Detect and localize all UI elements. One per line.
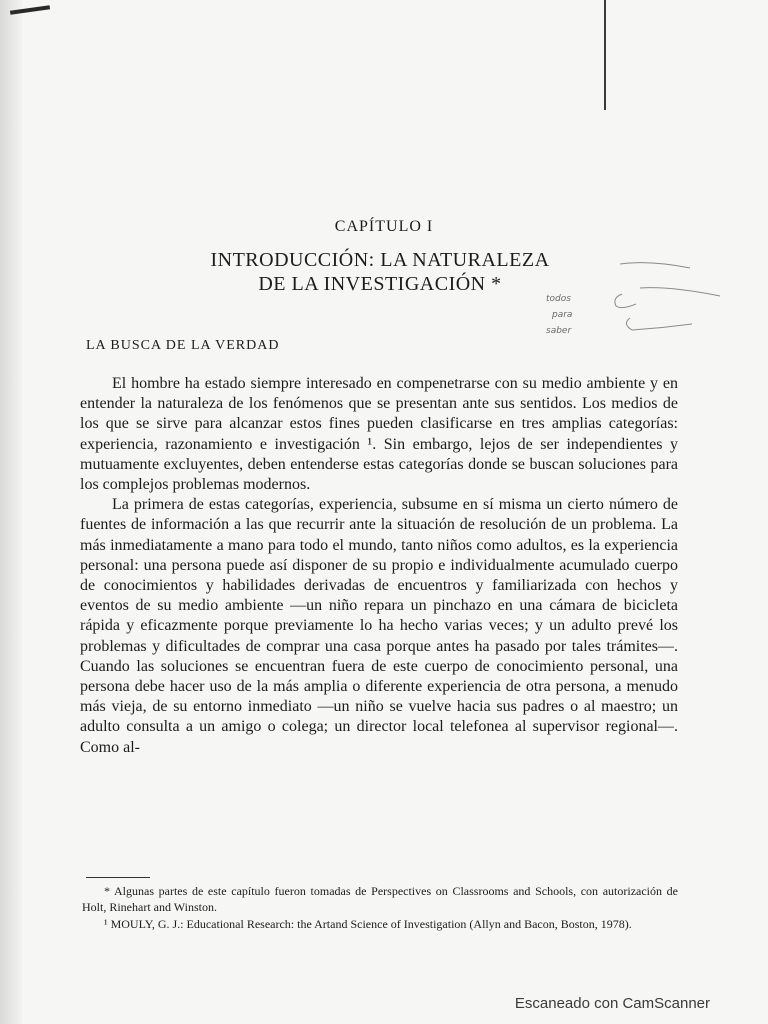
footnote: * Algunas partes de este capítulo fueron tomadas de Perspectives on Classrooms and Schools, con autorización de Holt, Rinehart and Winston. [82, 884, 678, 914]
paragraph: La primera de estas categorías, experiencia, subsume en sí misma un cierto número de fuentes de información a las que recurrir ante la situación de resolución de un problema. La más inmediatamente a mano para todo el mundo, tanto niños como adultos, es la experiencia personal: una persona puede así disponer de su propio e individualmente acumulado cuerpo de conocimientos y habilidades derivadas de encuentros y familiarizada con hechos y eventos de su medio ambiente —un niño repara un pinchazo en una cámara de bicicleta rápida y eficazmente porque previamente lo ha hecho varias veces; y un adulto prevé los problemas y dificultades de comprar una casa porque antes ha pasado por tales trámites—. Cuando las soluciones se encuentran fuera de este cuerpo de conocimiento personal, una persona debe hacer uso de la más amplia o diferente experiencia de otra persona, a menudo más vieja, de su entorno inmediato —un niño se vuelve hacia sus padres o al maestro; un adulto consulta a un amigo o colega; un director local telefonea al supervisor regional—. Como al- [80, 496, 678, 756]
handwritten-margin-notes [540, 258, 740, 348]
chapter-title-line-1: INTRODUCCIÓN: LA NATURALEZA [210, 249, 550, 271]
margin-note: todos [546, 294, 571, 304]
margin-note: saber [546, 326, 572, 336]
footnotes [82, 884, 678, 933]
section-heading: LA BUSCA DE LA VERDAD [86, 338, 280, 353]
body-text [80, 374, 678, 758]
page-edge-shadow [0, 0, 22, 1024]
footnote-divider [86, 877, 150, 878]
scanner-watermark: Escaneado con CamScanner [514, 995, 710, 1012]
paragraph: El hombre ha estado siempre interesado en compenetrarse con su medio ambiente y en entender la naturaleza de los fenómenos que se presentan ante sus sentidos. Los medios de los que se sirve para alcanzar estos fines pueden clasificarse en tres amplias categorías: experiencia, razonamiento e investigación ¹. Sin embargo, lejos de ser independientes y mutuamente excluyentes, deben entenderse estas categorías donde se buscan soluciones para los complejos problemas modernos. [80, 375, 678, 494]
chapter-title [160, 248, 600, 296]
footnote: ¹ MOULY, G. J.: Educational Research: the Artand Science of Investigation (Allyn and Bacon, Boston, 1978). [104, 917, 632, 931]
margin-scribble-icon [540, 258, 740, 348]
chapter-title-line-2: DE LA INVESTIGACIÓN * [258, 273, 502, 295]
margin-note: para [552, 310, 573, 320]
page-fold-line [604, 0, 606, 110]
chapter-label: CAPÍTULO I [334, 218, 434, 235]
